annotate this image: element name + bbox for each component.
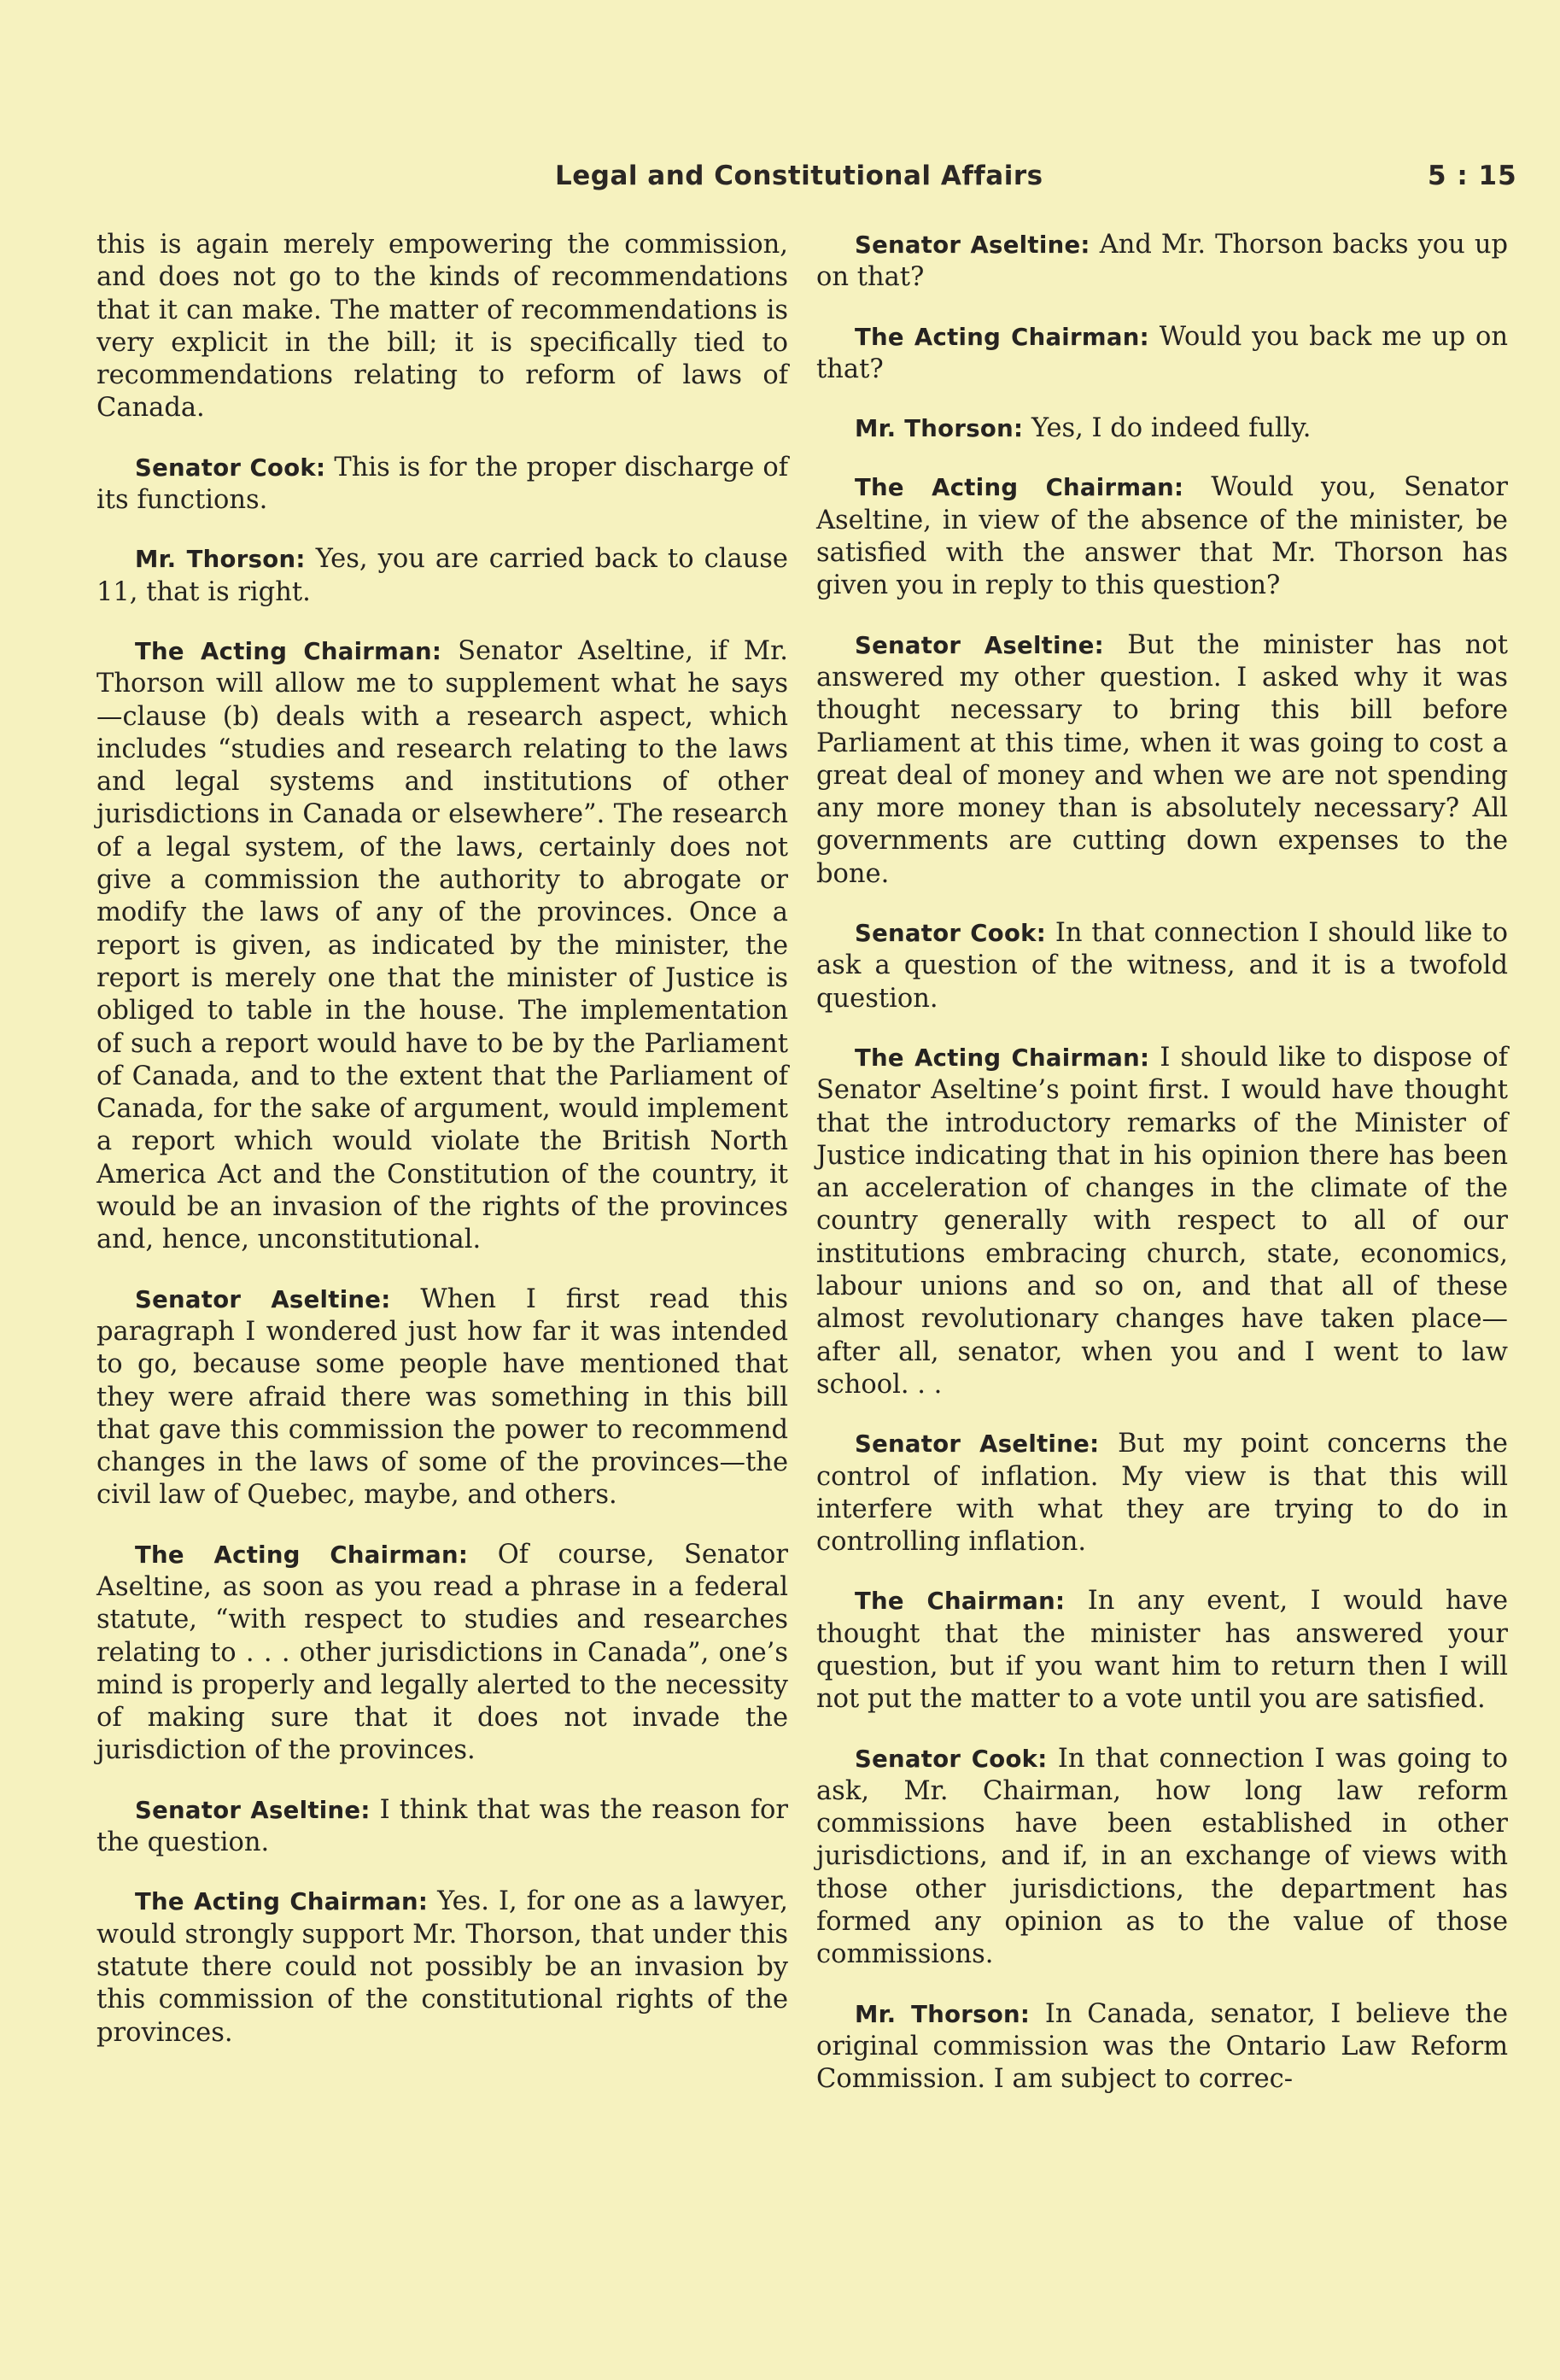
header-title: Legal and Constitutional Affairs bbox=[555, 161, 1043, 191]
speaker-name: Senator Cook: bbox=[135, 453, 326, 482]
paragraph-text: I should like to dispose of Senator Aseltine’s point first. I would have thought that the introductory remarks of the Minister of Justice indicating that in his opinion there has been an acceleration of changes in the climate of the country generally with respect to all of our institutions embracing church, state, economics, labour unions and so on, and that all of these almost revolutionary changes have taken place—after all, senator, when you and I went to law school. . . bbox=[816, 1042, 1508, 1400]
paragraph bbox=[96, 1794, 788, 1860]
paragraph bbox=[816, 321, 1508, 387]
speaker-name: Senator Aseltine: bbox=[135, 1796, 371, 1824]
paragraph-text: In that connection I should like to ask a question of the witness, and it is a twofold question. bbox=[816, 918, 1508, 1014]
paragraph bbox=[816, 1585, 1508, 1716]
paragraph-text: In Canada, senator, I believe the original commission was the Ontario Law Reform Commission. I am subject to correc- bbox=[816, 1998, 1508, 2095]
paragraph bbox=[96, 543, 788, 609]
paragraph bbox=[96, 229, 788, 425]
paragraph bbox=[96, 1284, 788, 1512]
paragraph bbox=[816, 629, 1508, 891]
speaker-name: The Chairman: bbox=[855, 1588, 1066, 1616]
speaker-name: The Acting Chairman: bbox=[855, 323, 1149, 351]
speaker-name: The Acting Chairman: bbox=[135, 1888, 429, 1916]
paragraph-text: Of course, Senator Aseltine, as soon as you read a phrase in a federal statute, “with respect to studies and researches relating to . . . other jurisdictions in Canada”, one’s mind is properly and legally alerted to the necessity of making sure that it does not invade the jurisdiction of the provinces. bbox=[96, 1539, 788, 1766]
paragraph bbox=[816, 471, 1508, 602]
paragraph-text: In any event, I would have thought that the minister has answered your question, but if you want him to return then I will not put the matter to a vote until you are satisfied. bbox=[816, 1586, 1508, 1715]
speaker-name: Senator Aseltine: bbox=[855, 1430, 1100, 1459]
paragraph bbox=[96, 1539, 788, 1768]
speaker-name: The Acting Chairman: bbox=[135, 1541, 469, 1569]
paragraph bbox=[816, 1743, 1508, 1972]
speaker-name: Mr. Thorson: bbox=[135, 546, 306, 574]
paragraph bbox=[96, 635, 788, 1257]
right-column bbox=[816, 229, 1508, 2123]
speaker-name: The Acting Chairman: bbox=[855, 474, 1184, 502]
paragraph bbox=[816, 917, 1508, 1015]
speaker-name: Mr. Thorson: bbox=[855, 2000, 1031, 2028]
paragraph bbox=[816, 1428, 1508, 1558]
paragraph-text: This is for the proper discharge of its functions. bbox=[96, 452, 789, 516]
paragraph-text: Would you, Senator Aseltine, in view of the absence of the minister, be satisfied with the answer that Mr. Thorson has given you in reply to this question? bbox=[816, 472, 1508, 601]
speaker-name: Senator Cook: bbox=[855, 920, 1047, 948]
left-column bbox=[96, 229, 788, 2076]
speaker-name: Senator Aseltine: bbox=[855, 231, 1090, 259]
paragraph-text: Yes, I do indeed fully. bbox=[1031, 413, 1312, 444]
paragraph-text: When I first read this paragraph I wondered just how far it was intended to go, because some people have mentioned that they were afraid there was something in this bill that gave this commission the power to recommend changes in the laws of some of the provinces—the civil law of Quebec, maybe, and others. bbox=[96, 1284, 788, 1511]
paragraph bbox=[816, 1042, 1508, 1401]
paragraph bbox=[816, 1998, 1508, 2096]
paragraph bbox=[96, 1886, 788, 2049]
speaker-name: Senator Aseltine: bbox=[135, 1285, 391, 1313]
paragraph-text: In that connection I was going to ask, Mr. Chairman, how long law reform commissions have been established in other jurisdictions, and if, in an exchange of views with those other jurisdictions, the department has formed any opinion as to the value of those commissions. bbox=[816, 1743, 1508, 1970]
paragraph-text: But the minister has not answered my other question. I asked why it was thought necessary to bring this bill before Parliament at this time, when it was going to cost a great deal of money and when we are not spending any more money than is absolutely necessary? All governments are cutting down expenses to the bone. bbox=[816, 629, 1508, 889]
paragraph-text: But my point concerns the control of inflation. My view is that this will interfere with what they are trying to do in controlling inflation. bbox=[816, 1429, 1508, 1558]
speaker-name: Mr. Thorson: bbox=[855, 415, 1024, 443]
speaker-name: Senator Cook: bbox=[855, 1745, 1048, 1773]
speaker-name: Senator Aseltine: bbox=[855, 631, 1104, 659]
paragraph bbox=[816, 229, 1508, 295]
paragraph-text: Would you back me up on that? bbox=[816, 321, 1508, 384]
page-number: 5 : 15 bbox=[1428, 161, 1517, 191]
paragraph bbox=[96, 452, 788, 518]
paragraph-text: Yes. I, for one as a lawyer, would strongly support Mr. Thorson, that under this statute there could not possibly be an invasion by this commission of the constitutional rights of the provinces. bbox=[96, 1886, 788, 2048]
paragraph-text: Yes, you are carried back to clause 11, that is right. bbox=[96, 544, 788, 607]
paragraph bbox=[816, 412, 1508, 445]
paragraph-text: this is again merely empowering the commission, and does not go to the kinds of recommendations that it can make. The matter of recommendations is very explicit in the bill; it is specifically tied to recommendations relating to reform of laws of Canada. bbox=[96, 230, 788, 424]
paragraph-text: I think that was the reason for the question. bbox=[96, 1794, 788, 1858]
running-header bbox=[0, 161, 1560, 198]
paragraph-text: And Mr. Thorson backs you up on that? bbox=[816, 230, 1508, 293]
speaker-name: The Acting Chairman: bbox=[135, 637, 442, 665]
paragraph-text: Senator Aseltine, if Mr. Thorson will allow me to supplement what he says—clause (b) deals with a research aspect, which includes “studies and research relating to the laws and legal systems and institutions of other jurisdictions in Canada or elsewhere”. The research of a legal system, of the laws, certainly does not give a commission the authority to abrogate or modify the laws of any of the provinces. Once a report is given, as indicated by the minister, the report is merely one that the minister of Justice is obliged to table in the house. The implementation of such a report would have to be by the Parliament of Canada, and to the extent that the Parliament of Canada, for the sake of argument, would implement a report which would violate the British North America Act and the Constitution of the country, it would be an invasion of the rights of the provinces and, hence, unconstitutional. bbox=[96, 635, 788, 1255]
speaker-name: The Acting Chairman: bbox=[855, 1044, 1150, 1072]
